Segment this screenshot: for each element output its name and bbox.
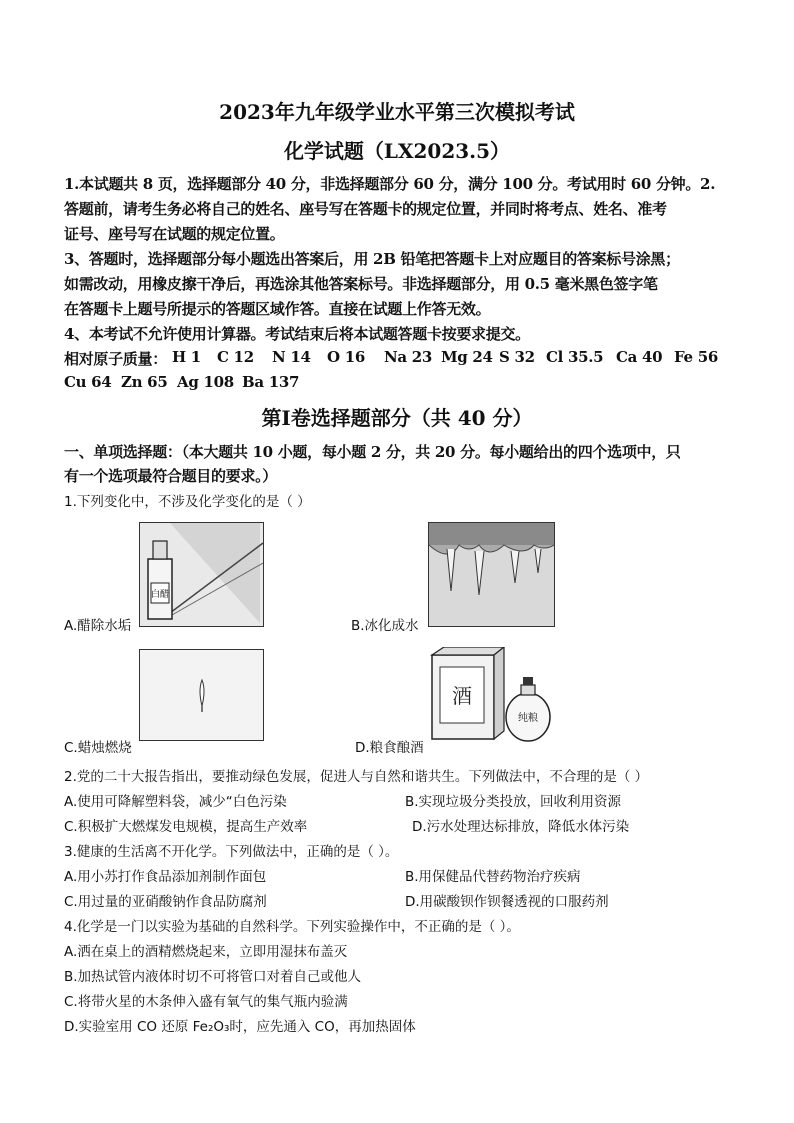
q1-picture-d-liquor [428, 647, 553, 743]
q4-option-c: C.将带火星的木条伸入盛有氧气的集气瓶内验满 [64, 994, 348, 1010]
q3-stem: 3.健康的生活离不开化学。下列做法中，正确的是（ ）。 [64, 844, 399, 860]
q4-stem: 4.化学是一门以实验为基础的自然科学。下列实验操作中，不正确的是（ ）。 [64, 919, 520, 935]
atomic-mass-cu: Cu 64 [64, 373, 112, 391]
q1-option-a: A.醋除水垢 [64, 618, 132, 634]
atomic-mass-s: S 32 [499, 348, 535, 366]
q2-option-c: C.积极扩大燃煤发电规模，提高生产效率 [64, 819, 308, 835]
instruction-line-1: 1.本试题共 8 页，选择题部分 40 分，非选择题部分 60 分，满分 100 分。考试用时 60 分钟。2. [64, 175, 716, 193]
instruction-line-4: 3、答题时，选择题部分每小题选出答案后，用 2B 铅笔把答题卡上对应题目的答案标号涂黑； [64, 250, 680, 268]
q4-option-d: D.实验室用 CO 还原 Fe₂O₃时，应先通入 CO，再加热固体 [64, 1019, 416, 1035]
q2-option-b: B.实现垃圾分类投放，回收利用资源 [405, 794, 622, 810]
instruction-line-5: 如需改动，用橡皮擦干净后，再选涂其他答案标号。非选择题部分，用 0.5 毫米黑色签字笔 [64, 275, 658, 293]
q3-option-b: B.用保健品代替药物治疗疾病 [405, 869, 581, 885]
candle-illustration [140, 650, 263, 740]
q2-stem: 2.党的二十大报告指出，要推动绿色发展，促进人与自然和谐共生。下列做法中，不合理的是（ ） [64, 769, 649, 785]
instruction-line-3: 证号、座号写在试题的规定位置。 [64, 225, 285, 243]
atomic-mass-c: C 12 [217, 348, 254, 366]
q1-option-c: C.蜡烛燃烧 [64, 740, 132, 756]
atomic-mass-ba: Ba 137 [242, 373, 300, 391]
q2-option-d: D.污水处理达标排放，降低水体污染 [412, 819, 630, 835]
instruction-line-7: 4、本考试不允许使用计算器。考试结束后将本试题答题卡按要求提交。 [64, 325, 530, 343]
atomic-mass-label: 相对原子质量： [64, 350, 167, 368]
vinegar-kettle-illustration [140, 523, 263, 626]
atomic-mass-ag: Ag 108 [177, 373, 234, 391]
atomic-mass-mg: Mg 24 [441, 348, 493, 366]
atomic-mass-o: O 16 [327, 348, 365, 366]
icicles-illustration [429, 523, 554, 626]
q4-option-a: A.洒在桌上的酒精燃烧起来，立即用湿抹布盖灭 [64, 944, 348, 960]
q4-option-b: B.加热试管内液体时切不可将管口对着自己或他人 [64, 969, 362, 985]
part-one-line-1: 一、单项选择题：（本大题共 10 小题，每小题 2 分，共 20 分。每小题给出的四个选项中，只 [64, 443, 681, 461]
q3-option-a: A.用小苏打作食品添加剂制作面包 [64, 869, 267, 885]
part-one-line-2: 有一个选项最符合题目的要求。） [64, 467, 278, 485]
liquor-box-label: 酒 [452, 684, 472, 708]
q3-option-d: D.用碳酸钡作钡餐透视的口服药剂 [405, 894, 609, 910]
atomic-mass-na: Na 23 [384, 348, 433, 366]
q1-picture-a-vinegar [139, 522, 264, 627]
section-title: 第Ⅰ卷选择题部分（共 40 分） [261, 406, 533, 430]
q1-stem: 1.下列变化中，不涉及化学变化的是（ ） [64, 494, 311, 510]
atomic-mass-n: N 14 [272, 348, 311, 366]
liquor-jar-label: 纯粮 [518, 713, 538, 724]
atomic-mass-zn: Zn 65 [121, 373, 168, 391]
atomic-mass-cl: Cl 35.5 [546, 348, 604, 366]
q2-option-a: A.使用可降解塑料袋，减少“白色污染 [64, 794, 287, 810]
exam-title: 2023年九年级学业水平第三次模拟考试 [219, 100, 575, 124]
q1-option-b: B.冰化成水 [351, 618, 419, 634]
instruction-line-6: 在答题卡上题号所提示的答题区域作答。直接在试题上作答无效。 [64, 300, 491, 318]
atomic-mass-h: H 1 [172, 348, 201, 366]
liquor-box-jar-illustration [428, 647, 553, 743]
q1-option-d: D.粮食酿酒 [355, 740, 424, 756]
q1-picture-b-icicles [428, 522, 555, 627]
instruction-line-2: 答题前，请考生务必将自己的姓名、座号写在答题卡的规定位置，并同时将考点、姓名、准考 [64, 200, 667, 218]
atomic-mass-fe: Fe 56 [674, 348, 718, 366]
q3-option-c: C.用过量的亚硝酸钠作食品防腐剂 [64, 894, 267, 910]
vinegar-bottle-label: 白醋 [150, 590, 170, 600]
atomic-mass-ca: Ca 40 [616, 348, 663, 366]
subject-title: 化学试题（LX2023.5） [283, 139, 511, 163]
q1-picture-c-candle [139, 649, 264, 741]
